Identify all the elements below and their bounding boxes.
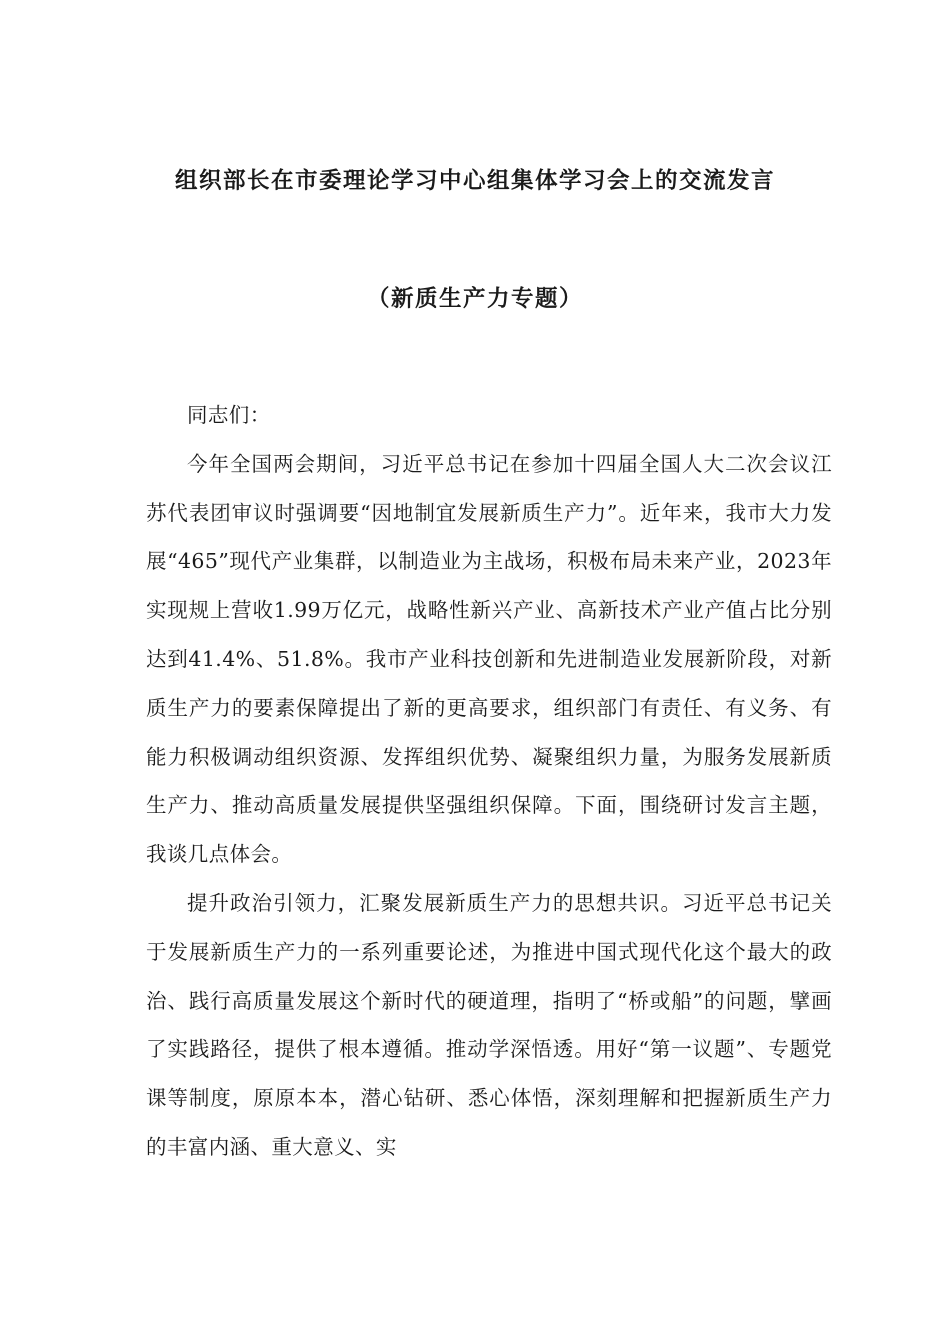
- document-body: [146, 391, 832, 1172]
- paragraph-2: 提升政治引领力，汇聚发展新质生产力的思想共识。习近平总书记关于发展新质生产力的一系列重要论述，为推进中国式现代化这个最大的政治、践行高质量发展这个新时代的硬道理，指明了“桥或船”的问题，擘画了实践路径，提供了根本遵循。推动学深悟透。用好“第一议题”、专题党课等制度，原原本本，潜心钻研、悉心体悟，深刻理解和把握新质生产力的丰富内涵、重大意义、实: [146, 890, 832, 1159]
- document-title: 组织部长在市委理论学习中心组集体学习会上的交流发言: [174, 168, 775, 194]
- greeting: 同志们：: [187, 403, 271, 427]
- document-subtitle: （新质生产力专题）: [366, 286, 583, 312]
- paragraph-1: 今年全国两会期间，习近平总书记在参加十四届全国人大二次会议江苏代表团审议时强调要“因地制宜发展新质生产力”。近年来，我市大力发展“465”现代产业集群，以制造业为主战场，积极布局未来产业，2023年实现规上营收1.99万亿元，战略性新兴产业、高新技术产业产值占比分别达到41.4%、51.8%。我市产业科技创新和先进制造业发展新阶段，对新质生产力的要素保障提出了新的更高要求，组织部门有责任、有义务、有能力积极调动组织资源、发挥组织优势、凝聚组织力量，为服务发展新质生产力、推动高质量发展提供坚强组织保障。下面，围绕研讨发言主题，我谈几点体会。: [146, 451, 832, 867]
